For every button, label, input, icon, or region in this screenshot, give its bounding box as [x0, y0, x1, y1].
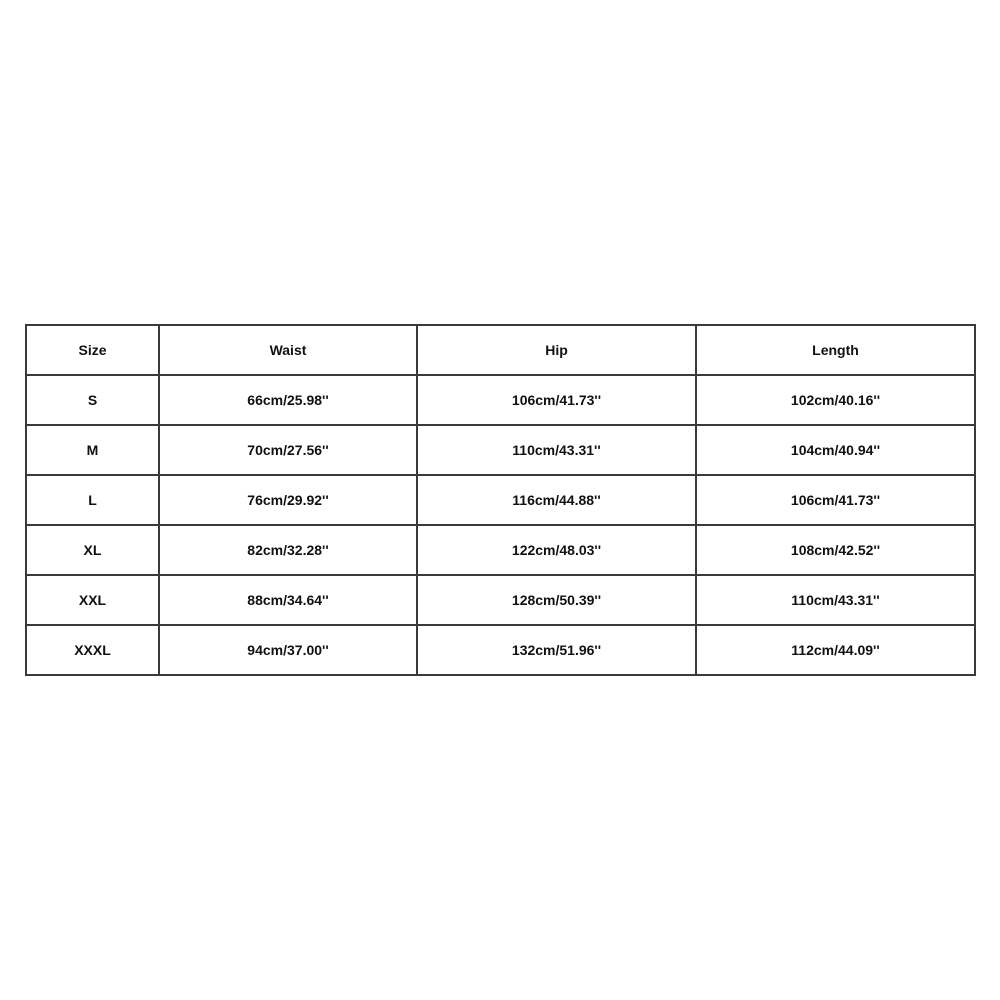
- table-row: [26, 575, 975, 625]
- cell-waist: 70cm/27.56'': [159, 425, 417, 475]
- cell-hip: 116cm/44.88'': [417, 475, 696, 525]
- cell-size: L: [26, 475, 159, 525]
- table-row: [26, 525, 975, 575]
- cell-hip: 132cm/51.96'': [417, 625, 696, 675]
- cell-size: XXL: [26, 575, 159, 625]
- cell-waist: 66cm/25.98'': [159, 375, 417, 425]
- cell-waist: 82cm/32.28'': [159, 525, 417, 575]
- cell-hip: 122cm/48.03'': [417, 525, 696, 575]
- cell-waist: 94cm/37.00'': [159, 625, 417, 675]
- cell-size: XL: [26, 525, 159, 575]
- header-waist: Waist: [159, 325, 417, 375]
- table-header-row: [26, 325, 975, 375]
- cell-hip: 110cm/43.31'': [417, 425, 696, 475]
- cell-hip: 106cm/41.73'': [417, 375, 696, 425]
- table-row: [26, 475, 975, 525]
- cell-length: 102cm/40.16'': [696, 375, 975, 425]
- cell-length: 112cm/44.09'': [696, 625, 975, 675]
- cell-hip: 128cm/50.39'': [417, 575, 696, 625]
- table-row: [26, 375, 975, 425]
- header-length: Length: [696, 325, 975, 375]
- table-row: [26, 625, 975, 675]
- cell-size: XXXL: [26, 625, 159, 675]
- cell-waist: 76cm/29.92'': [159, 475, 417, 525]
- table-row: [26, 425, 975, 475]
- header-hip: Hip: [417, 325, 696, 375]
- cell-size: S: [26, 375, 159, 425]
- cell-waist: 88cm/34.64'': [159, 575, 417, 625]
- cell-length: 104cm/40.94'': [696, 425, 975, 475]
- cell-length: 106cm/41.73'': [696, 475, 975, 525]
- cell-length: 108cm/42.52'': [696, 525, 975, 575]
- cell-length: 110cm/43.31'': [696, 575, 975, 625]
- header-size: Size: [26, 325, 159, 375]
- cell-size: M: [26, 425, 159, 475]
- size-chart-table: [25, 324, 976, 676]
